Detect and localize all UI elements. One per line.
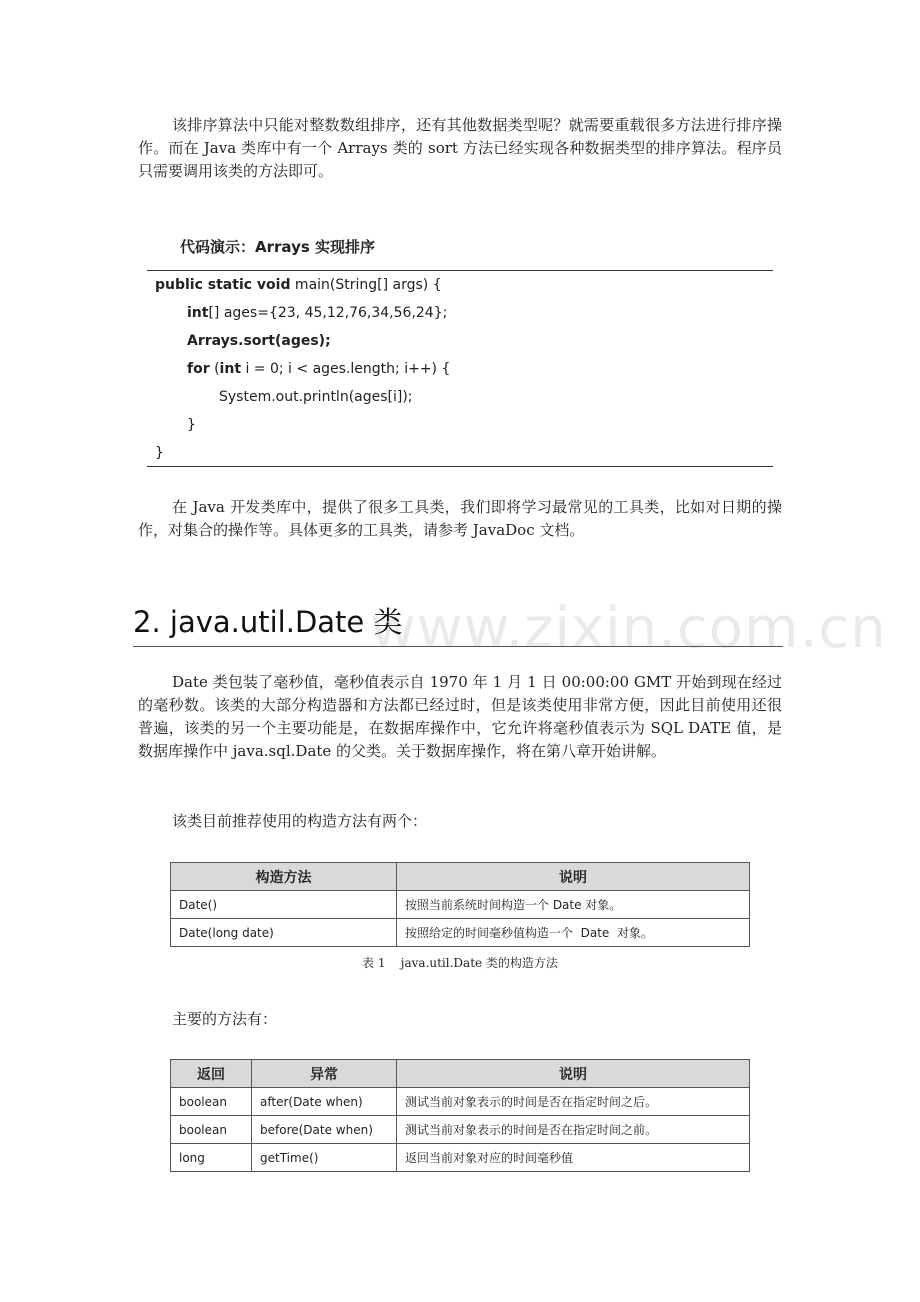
code-line-4: for (int i = 0; i < ages.length; i++) { [187, 361, 451, 377]
table-header-cell: 说明 [397, 863, 750, 891]
table-cell: Date() [171, 891, 397, 919]
table-caption: 表 1 java.util.Date 类的构造方法 [362, 956, 558, 970]
table-row [171, 891, 750, 919]
table-header-cell: 返回 [171, 1060, 252, 1088]
methods-intro: 主要的方法有： [172, 1010, 278, 1028]
table-cell: before(Date when) [252, 1116, 397, 1144]
table-cell: 测试当前对象表示的时间是否在指定时间之前。 [397, 1116, 750, 1144]
table-cell: 返回当前对象对应的时间毫秒值 [397, 1144, 750, 1172]
intro-paragraph: 该排序算法中只能对整数数组排序，还有其他数据类型呢？就需要重载很多方法进行排序操作。而在 Java 类库中有一个 Arrays 类的 sort 方法已经实现各种数据类型的排序算法。程序员只需要调用该类的方法即可。 [138, 116, 782, 180]
table-cell: 按照当前系统时间构造一个 Date 对象。 [397, 891, 750, 919]
code-line-7: } [155, 445, 164, 461]
methods-table [170, 1059, 750, 1172]
code-line-2: int[] ages={23, 45,12,76,34,56,24}; [187, 305, 448, 321]
table-row [171, 919, 750, 947]
table-row [171, 1144, 750, 1172]
heading-rule [133, 646, 783, 647]
date-paragraph: Date 类包装了毫秒值，毫秒值表示自 1970 年 1 月 1 日 00:00:00 GMT 开始到现在经过的毫秒数。该类的大部分构造器和方法都已经过时，但是该类使用非常方便，因此目前使用还很普遍，该类的另一个主要功能是，在数据库操作中，它允许将毫秒值表示为 SQL DATE 值，是数据库操作中 java.sql.Date 的父类。关于数据库操作，将在第八章开始讲解。 [138, 673, 782, 760]
table-header-cell: 异常 [252, 1060, 397, 1088]
table-header-cell: 说明 [397, 1060, 750, 1088]
code-block [147, 270, 773, 467]
table-row [171, 1088, 750, 1116]
table-cell: after(Date when) [252, 1088, 397, 1116]
code-line-6: } [187, 417, 196, 433]
table-cell: Date(long date) [171, 919, 397, 947]
table-cell: 按照给定的时间毫秒值构造一个 Date 对象。 [397, 919, 750, 947]
code-demo-title: 代码演示：Arrays 实现排序 [180, 238, 375, 256]
code-line-3: Arrays.sort(ages); [187, 333, 331, 349]
table-cell: boolean [171, 1088, 252, 1116]
watermark: www.zixin.com.cn [370, 596, 887, 661]
tools-paragraph: 在 Java 开发类库中，提供了很多工具类，我们即将学习最常见的工具类，比如对日期的操作，对集合的操作等。具体更多的工具类，请参考 JavaDoc 文档。 [138, 498, 782, 539]
table-header-row [171, 1060, 750, 1088]
table-cell: 测试当前对象表示的时间是否在指定时间之后。 [397, 1088, 750, 1116]
code-line-5: System.out.println(ages[i]); [219, 389, 413, 405]
table-cell: long [171, 1144, 252, 1172]
constructors-intro: 该类目前推荐使用的构造方法有两个： [172, 812, 428, 830]
table-header-row [171, 863, 750, 891]
table-row [171, 1116, 750, 1144]
constructors-table [170, 862, 750, 947]
code-line-1: public static void main(String[] args) { [155, 277, 442, 293]
table-cell: getTime() [252, 1144, 397, 1172]
table-header-cell: 构造方法 [171, 863, 397, 891]
section-heading: 2. java.util.Date 类 [133, 605, 403, 639]
table-cell: boolean [171, 1116, 252, 1144]
